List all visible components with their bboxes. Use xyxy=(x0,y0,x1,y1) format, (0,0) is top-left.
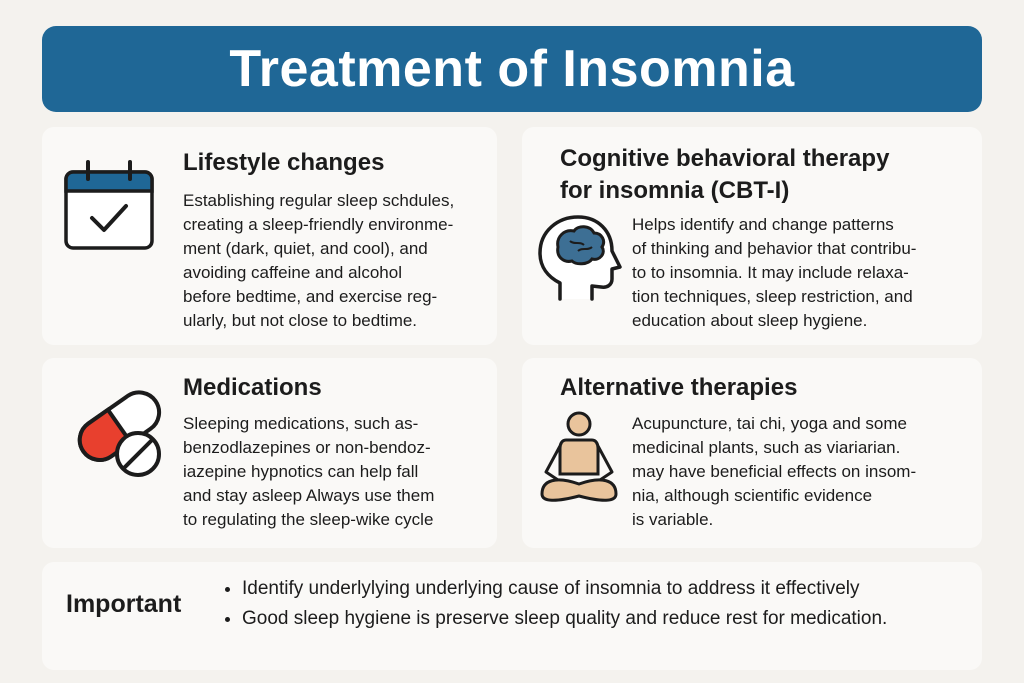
important-label: Important xyxy=(66,590,182,618)
pill-capsule-icon xyxy=(70,372,170,482)
card-cbt-i xyxy=(522,127,982,345)
cbt-text: Helps identify and change patterns of thinking and þehavior that contribu- to to insomnia. It may include relaxa- tion techniques, sleep restriction, and education about sleep hygiene. xyxy=(632,215,917,330)
head-brain-icon xyxy=(530,211,622,303)
title-banner xyxy=(42,26,982,112)
alt-title: Alternative therapies xyxy=(560,374,798,401)
calendar-check-icon xyxy=(60,159,160,254)
important-bullet: • Good sleep hygiene is preserve sleep quality and reduce rest for medication. xyxy=(242,606,982,632)
meds-title: Medications xyxy=(183,374,322,401)
meds-text: Sleeping medications, such as- benzodlazepines or non-bendoz- iazepine hypnotics can help fall and stay asleep Always use them to regulating the sleep-wike cycle xyxy=(183,414,435,529)
card-medications xyxy=(42,358,497,548)
important-list xyxy=(222,576,982,636)
page-title: Treatment of Insomnia xyxy=(229,40,795,98)
alt-text: Acupuncture, tai chi, yoga and some medicinal plants, such as viarіarian. may have beneficial effects on insom- nia, although scientific evidence is variable. xyxy=(632,414,917,529)
important-bullet: • Identify underlylying underlying cause of insomnia to address it effectively xyxy=(242,576,982,602)
meditation-figure-icon xyxy=(536,410,622,510)
card-lifestyle-changes xyxy=(42,127,497,345)
cbt-title: Cognitive behavioral therapy for insomnia (CBT-I) xyxy=(560,145,890,204)
lifestyle-title: Lifestyle changes xyxy=(183,149,385,176)
lifestyle-text: Establishing regular sleep schdules, creating a sleep-friendly environme- ment (dark, quiet, and cool), and avoiding caffeine and alcohol before bedtime, and exercise reg- ularly, but not close to bedtime. xyxy=(183,191,455,330)
important-box xyxy=(42,562,982,670)
card-alternative-therapies xyxy=(522,358,982,548)
